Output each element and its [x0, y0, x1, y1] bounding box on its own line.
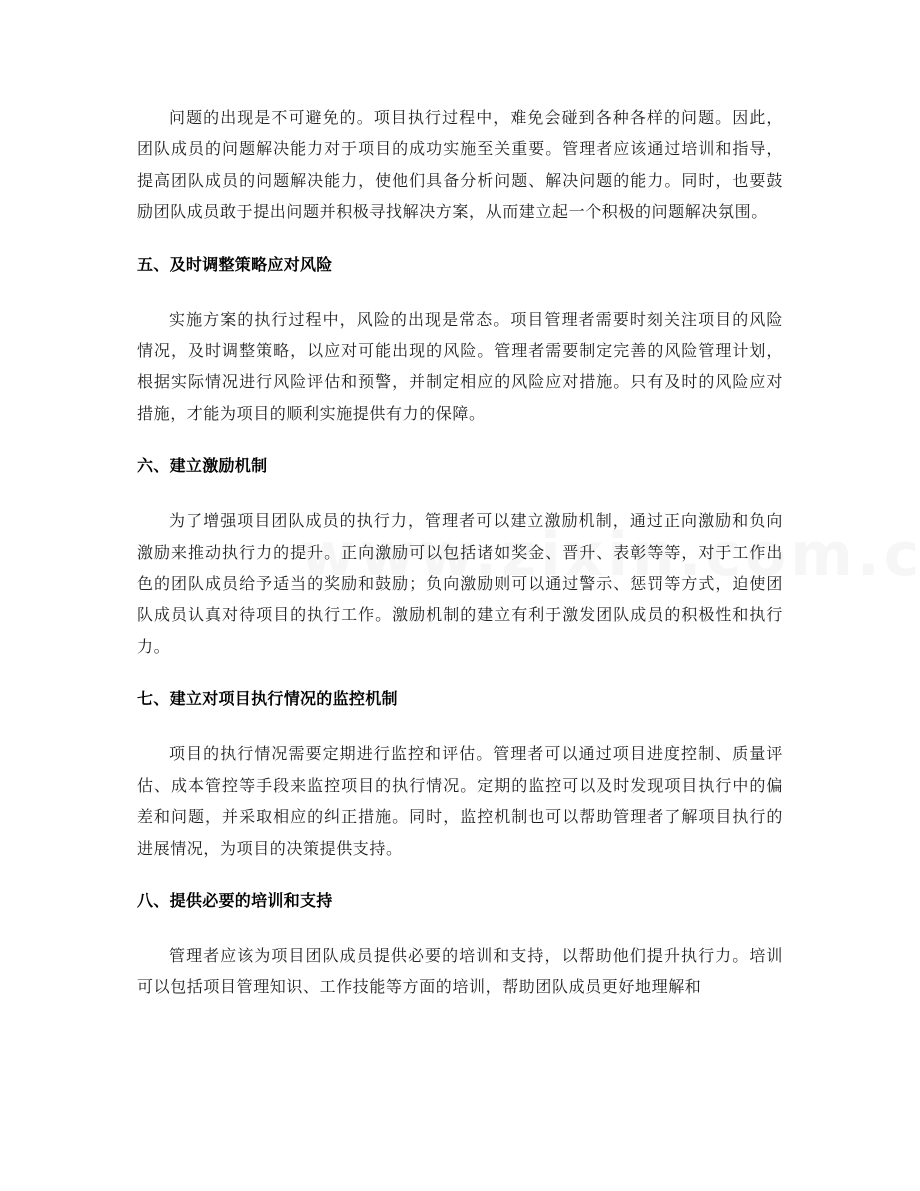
- paragraph-problem-solving: 问题的出现是不可避免的。项目执行过程中，难免会碰到各种各样的问题。因此，团队成员的问题解决能力对于项目的成功实施至关重要。管理者应该通过培训和指导，提高团队成员的问题解决能力，使他们具备分析问题、解决问题的能力。同时，也要鼓励团队成员敢于提出问题并积极寻找解决方案，从而建立起一个积极的问题解决氛围。: [137, 108, 783, 222]
- document-body: [137, 102, 783, 1003]
- heading-section-6: 六、建立激励机制: [137, 456, 268, 476]
- paragraph-section-7: 项目的执行情况需要定期进行监控和评估。管理者可以通过项目进度控制、质量评估、成本管控等手段来监控项目的执行情况。定期的监控可以及时发现项目执行中的偏差和问题，并采取相应的纠正措施。同时，监控机制也可以帮助管理者了解项目执行的进展情况，为项目的决策提供支持。: [137, 744, 783, 858]
- heading-section-7: 七、建立对项目执行情况的监控机制: [137, 689, 398, 709]
- heading-section-5: 五、及时调整策略应对风险: [137, 254, 333, 274]
- heading-section-8: 八、提供必要的培训和支持: [137, 890, 333, 910]
- paragraph-section-5: 实施方案的执行过程中，风险的出现是常态。项目管理者需要时刻关注项目的风险情况，及时调整策略，以应对可能出现的风险。管理者需要制定完善的风险管理计划，根据实际情况进行风险评估和预警，并制定相应的风险应对措施。只有及时的风险应对措施，才能为项目的顺利实施提供有力的保障。: [137, 309, 783, 423]
- paragraph-section-8: 管理者应该为项目团队成员提供必要的培训和支持，以帮助他们提升执行力。培训可以包括项目管理知识、工作技能等方面的培训，帮助团队成员更好地理解和: [137, 945, 783, 997]
- paragraph-section-6: 为了增强项目团队成员的执行力，管理者可以建立激励机制，通过正向激励和负向激励来推动执行力的提升。正向激励可以包括诸如奖金、晋升、表彰等等，对于工作出色的团队成员给予适当的奖励和鼓励；负向激励则可以通过警示、惩罚等方式，迫使团队成员认真对待项目的执行工作。激励机制的建立有利于激发团队成员的积极性和执行力。: [137, 511, 783, 656]
